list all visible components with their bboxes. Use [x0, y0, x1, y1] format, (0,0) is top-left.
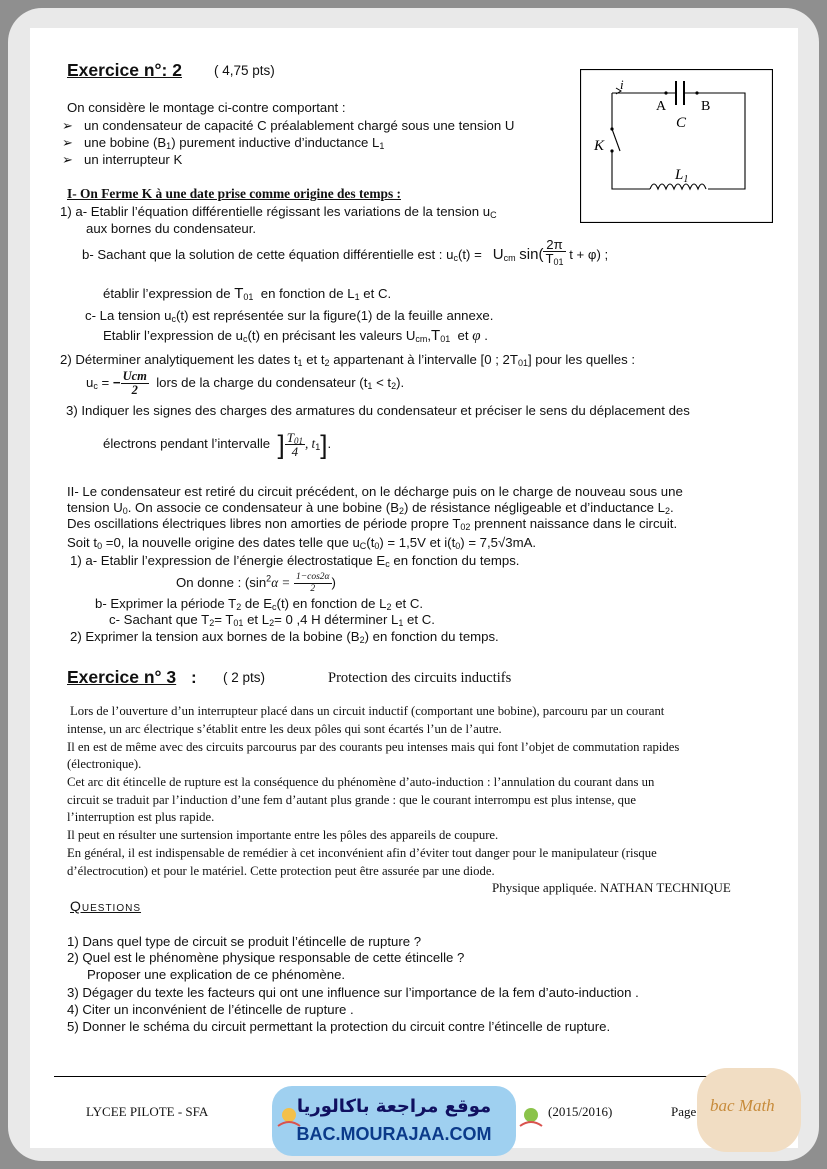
- text-line-8: Il peut en résulter une surtension importante entre les pôles des appareils de coupure.: [67, 828, 499, 842]
- text-source: Physique appliquée. NATHAN TECHNIQUE: [492, 880, 731, 895]
- text-line-3: Il en est de même avec des circuits parcourus par des courants peu intenses mais qui font l’objet de commutation rapides: [67, 740, 680, 754]
- current-label: i: [620, 77, 624, 92]
- part-2-line-4: Soit $t_0 =0$, la nouvelle origine des dates telle que $u_C(t_0) = 1,5V$ et $i(t_0) = 7,5√3mA$.: [67, 535, 537, 551]
- site-logo-icon-right: [516, 1102, 546, 1132]
- bullet-2: ➢ une bobine $(B_1)$ purement inductive d’inductance $L_1$: [62, 135, 385, 151]
- q1a-line-2: aux bornes du condensateur.: [86, 221, 257, 236]
- bac-math-logo-text: bac Math: [710, 1096, 775, 1115]
- capacitor-label: C: [676, 115, 687, 131]
- exercise-3-points: ( 2 pts): [223, 670, 266, 685]
- point-a-label: A: [656, 99, 667, 114]
- banner-url[interactable]: BAC.MOURAJAA.COM: [296, 1124, 492, 1144]
- exercise-3-title: Exercice n° 3: [67, 667, 177, 687]
- q3-line-1: 3) Indiquer les signes des charges des armatures du condensateur et préciser le sens du déplacement des: [66, 403, 690, 418]
- bullet-1: ➢ un condensateur de capacité C préalablement chargé sous une tension U: [62, 118, 515, 133]
- text-line-4: (électronique).: [67, 757, 142, 771]
- exercise-2-title: Exercice n°: 2: [67, 60, 182, 80]
- text-line-10: d’électrocution) et pour le matériel. Cette protection peut être assurée par une diode.: [67, 864, 495, 878]
- text-line-9: En général, il est indispensable de remédier à cet inconvénient afin d’éviter tout danger pour le manipulateur (risque: [67, 846, 657, 860]
- question-4: 4) Citer un inconvénient de l’étincelle de rupture .: [67, 1002, 354, 1017]
- inductor-label: $L_1$: [675, 167, 689, 185]
- p2-q2: 2) Exprimer la tension aux bornes de la bobine $(B_2)$ en fonction du temps.: [70, 629, 499, 645]
- question-2: 2) Quel est le phénomène physique responsable de cette étincelle ?: [67, 950, 465, 965]
- banner-arabic-title: موقع مراجعة باكالوريا: [296, 1096, 492, 1117]
- q3-line-2: électrons pendant l’intervalle ] $\frac{T_{01}}{4}$ , $t_1$].: [103, 429, 332, 460]
- part-2-line-3: Des oscillations électriques libres non amorties de période propre $T_{02}$ prennent naissance dans le circuit.: [67, 516, 678, 532]
- question-5: 5) Donner le schéma du circuit permettant la protection du circuit contre l’étincelle de rupture.: [67, 1019, 611, 1034]
- footer-divider: [54, 1076, 718, 1077]
- text-line-1: Lors de l’ouverture d’un interrupteur placé dans un circuit inductif (comportant une bobine), parcouru par un courant: [70, 704, 665, 718]
- point-b-label: B: [701, 99, 711, 114]
- text-line-5: Cet arc dit étincelle de rupture est la conséquence du phénomène d’auto-induction : l’annulation du courant dans un: [67, 775, 655, 789]
- circuit-diagram: [580, 69, 773, 223]
- question-2-b: Proposer une explication de ce phénomène.: [87, 967, 346, 982]
- bullet-3: ➢ un interrupteur K: [62, 152, 183, 167]
- exercise-2-points: ( 4,75 pts): [214, 63, 275, 78]
- q2-line-2: $u_c$ = − $\frac{\text{Ucm}}{2}$ lors de la charge du condensateur $(t_1 < t_2)$.: [86, 369, 405, 397]
- text-line-6: circuit se traduit par l’induction d’une fem d’autant plus grande : que le courant interrompu est plus intense, que: [67, 793, 637, 807]
- part-1-title: I- On Ferme K à une date prise comme origine des temps :: [67, 186, 401, 201]
- q1c-line-2: Etablir l’expression de $u_c(t)$ en précisant les valeurs $U_{cm},T_{01}$ et φ .: [103, 327, 488, 344]
- footer-school: LYCEE PILOTE - SFA: [86, 1104, 209, 1119]
- footer-page: Page: [671, 1104, 697, 1119]
- part-2-line-2: tension $U_0$. On associe ce condensateur à une bobine $(B_2)$ de résistance négligeable et d’inductance $L_2$.: [67, 500, 674, 516]
- q1c-line-1: c- La tension $u_c(t)$ est représentée sur la figure(1) de la feuille annexe.: [85, 308, 494, 324]
- question-1: 1) Dans quel type de circuit se produit l’étincelle de rupture ?: [67, 934, 422, 949]
- q1b-line-2: établir l’expression de $T_{01}$ en fonction de $L_1$ et C.: [103, 285, 392, 302]
- q2-line-1: 2) Déterminer analytiquement les dates $t_1$ et $t_2$ appartenant à l’intervalle [0 ; $2T_{01}$] pour les quelles :: [60, 352, 635, 368]
- part-2-line-1: II- Le condensateur est retiré du circuit précédent, on le décharge puis on le charge de nouveau sous une: [67, 484, 683, 499]
- q1a-line-1: 1) a- Etablir l’équation différentielle régissant les variations de la tension $u_C$: [60, 204, 497, 220]
- text-line-2: intense, un arc électrique s’établit entre les deux pôles qui sont écartés l’un de l’autre.: [67, 722, 502, 736]
- intro-text: On considère le montage ci-contre comportant :: [67, 100, 346, 115]
- text-line-7: l’interruption est plus rapide.: [67, 810, 215, 824]
- switch-label: K: [594, 138, 605, 154]
- exercise-3-colon: :: [191, 668, 197, 687]
- footer-year: (2015/2016): [548, 1104, 613, 1119]
- p2-given: On donne : ($\sin^2\alpha$ = $\frac{1-\cos 2\alpha}{2}$ ): [176, 572, 336, 594]
- q1b-line-1: b- Sachant que la solution de cette équation différentielle est : $u_c(t)$ = $U_{cm}$ sin( $\frac{2\pi}{T_{01}}$ t + φ) ;: [82, 237, 609, 267]
- question-3: 3) Dégager du texte les facteurs qui ont une influence sur l’importance de la fem d’auto-induction .: [67, 985, 639, 1000]
- exercise-3-subtitle: Protection des circuits inductifs: [328, 670, 512, 686]
- questions-title: Questions: [70, 898, 142, 914]
- p2-q1a: 1) a- Etablir l’expression de l’énergie électrostatique $E_c$ en fonction du temps.: [70, 553, 520, 569]
- p2-q1b: b- Exprimer la période $T_2$ de $E_c(t)$ en fonction de $L_2$ et C.: [95, 596, 424, 612]
- p2-q1c: c- Sachant que $T_2= T_{01}$ et $L_2= 0$ ,4 H déterminer $L_1$ et C.: [109, 612, 435, 628]
